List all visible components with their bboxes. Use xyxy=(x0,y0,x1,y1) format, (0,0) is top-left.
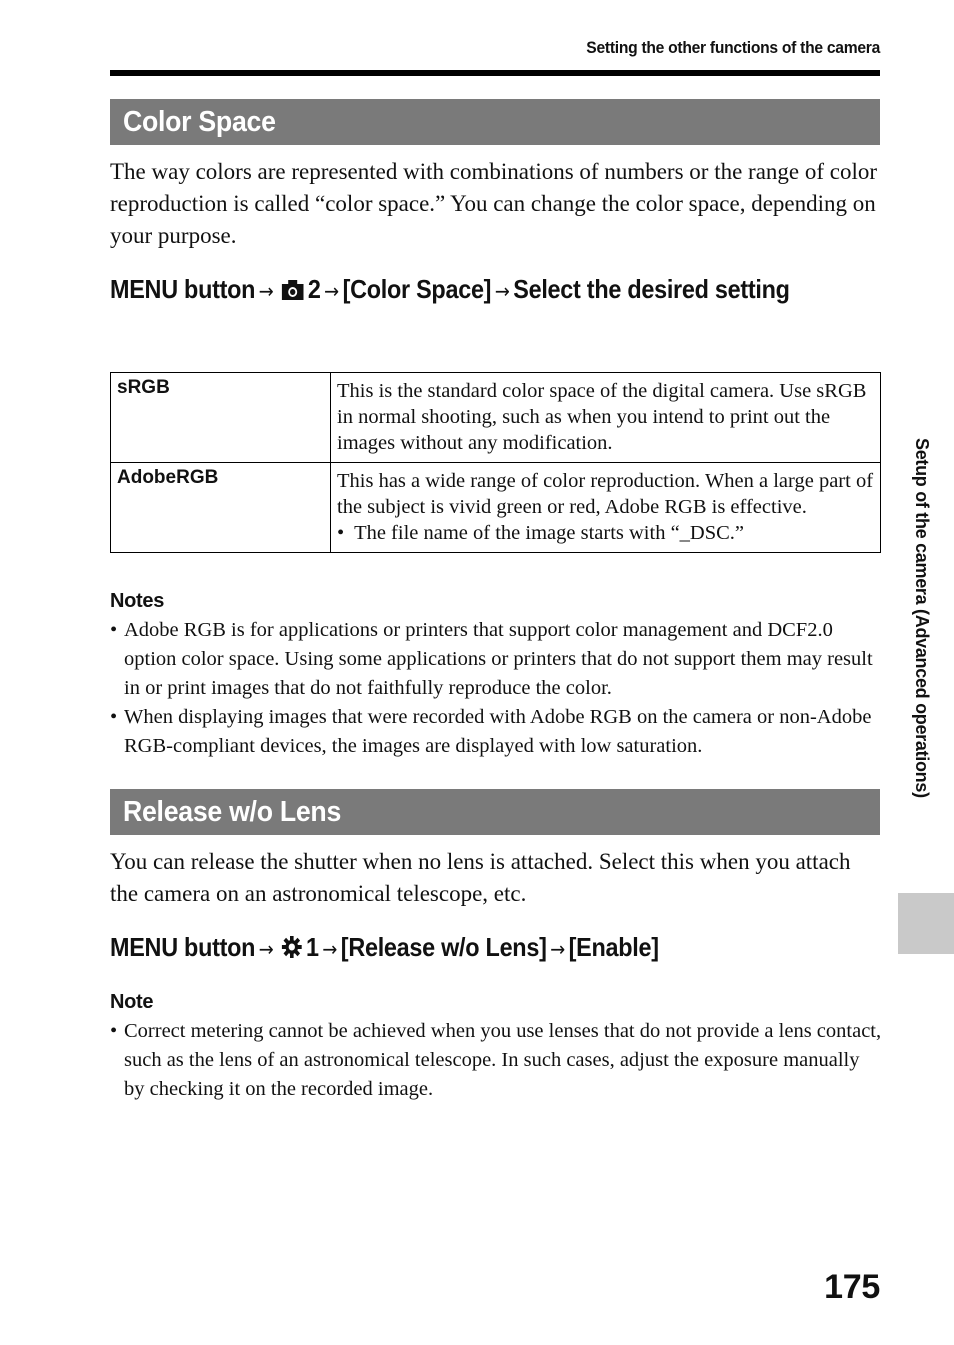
arrow-icon: → xyxy=(324,279,339,303)
camera-icon xyxy=(281,275,304,310)
color-space-intro: The way colors are represented with combinations of numbers or the range of color reproduction is called “color space.” You can change the color space, depending on your purpose. xyxy=(110,159,878,248)
menu-action-label: [Enable] xyxy=(568,932,659,962)
option-description-text: This has a wide range of color reproduction. When a large part of the subject is vivid green or red, Adobe RGB is effective. xyxy=(337,470,874,518)
menu-action-label: Select the desired setting xyxy=(513,274,790,304)
side-tab-label: Setup of the camera (Advanced operations) xyxy=(912,438,932,798)
arrow-icon: → xyxy=(494,279,510,303)
color-space-menu-path xyxy=(110,272,880,310)
color-space-heading-text: Color Space xyxy=(123,106,276,138)
page-number: 175 xyxy=(824,1268,880,1306)
menu-tab-number: 1 xyxy=(306,932,319,962)
option-description xyxy=(331,463,881,553)
option-bullet-text: The file name of the image starts with “_DSC.” xyxy=(354,522,745,544)
list-item: • Correct metering cannot be achieved when you use lenses that do not provide a lens contact, such as the lens of an astronomical telescope. In such cases, adjust the exposure manually by checking it on the recorded image. xyxy=(110,1017,885,1104)
release-wo-lens-heading-text: Release w/o Lens xyxy=(123,796,342,828)
notes-heading: Notes xyxy=(110,590,165,612)
option-name: AdobeRGB xyxy=(111,463,331,553)
option-description-text: This is the standard color space of the digital camera. Use sRGB in normal shooting, such as when you intend to print out the images without any modification. xyxy=(337,380,867,454)
side-tab xyxy=(908,438,938,868)
option-description xyxy=(331,373,881,463)
menu-item-label: [Release w/o Lens] xyxy=(340,932,547,962)
release-wo-lens-intro: You can release the shutter when no lens is attached. Select this when you attach the camera on an astronomical telescope, etc. xyxy=(110,849,851,906)
menu-tab-number: 2 xyxy=(307,274,321,304)
gear-icon xyxy=(281,933,303,968)
menu-button-label: MENU button xyxy=(110,932,256,962)
menu-item-label: [Color Space] xyxy=(342,274,492,304)
release-wo-lens-heading xyxy=(110,789,880,835)
arrow-icon: → xyxy=(550,937,566,961)
header-rule xyxy=(110,70,880,76)
menu-button-label: MENU button xyxy=(110,274,256,304)
table-row xyxy=(111,373,881,463)
color-space-options-table xyxy=(110,372,881,553)
note-heading: Note xyxy=(110,991,154,1013)
arrow-icon: → xyxy=(258,279,274,303)
color-space-heading xyxy=(110,99,880,145)
arrow-icon: → xyxy=(322,937,338,961)
list-item: • When displaying images that were recorded with Adobe RGB on the camera or non-Adobe RGB-compliant devices, the images are displayed with low saturation. xyxy=(110,703,885,761)
list-item: • Adobe RGB is for applications or printers that support color management and DCF2.0 option color space. Using some applications or printers that do not support them may result in or print images that do not faithfully reproduce the color. xyxy=(110,616,885,703)
release-wo-lens-menu-path xyxy=(110,930,880,968)
arrow-icon: → xyxy=(258,937,274,961)
option-bullet: • The file name of the image starts with “_DSC.” xyxy=(337,522,745,544)
notes-list xyxy=(110,616,885,761)
notes-list xyxy=(110,1017,885,1104)
side-tab-marker xyxy=(898,893,954,954)
running-header: Setting the other functions of the camera xyxy=(586,38,880,57)
table-row xyxy=(111,463,881,553)
option-name: sRGB xyxy=(111,373,331,463)
